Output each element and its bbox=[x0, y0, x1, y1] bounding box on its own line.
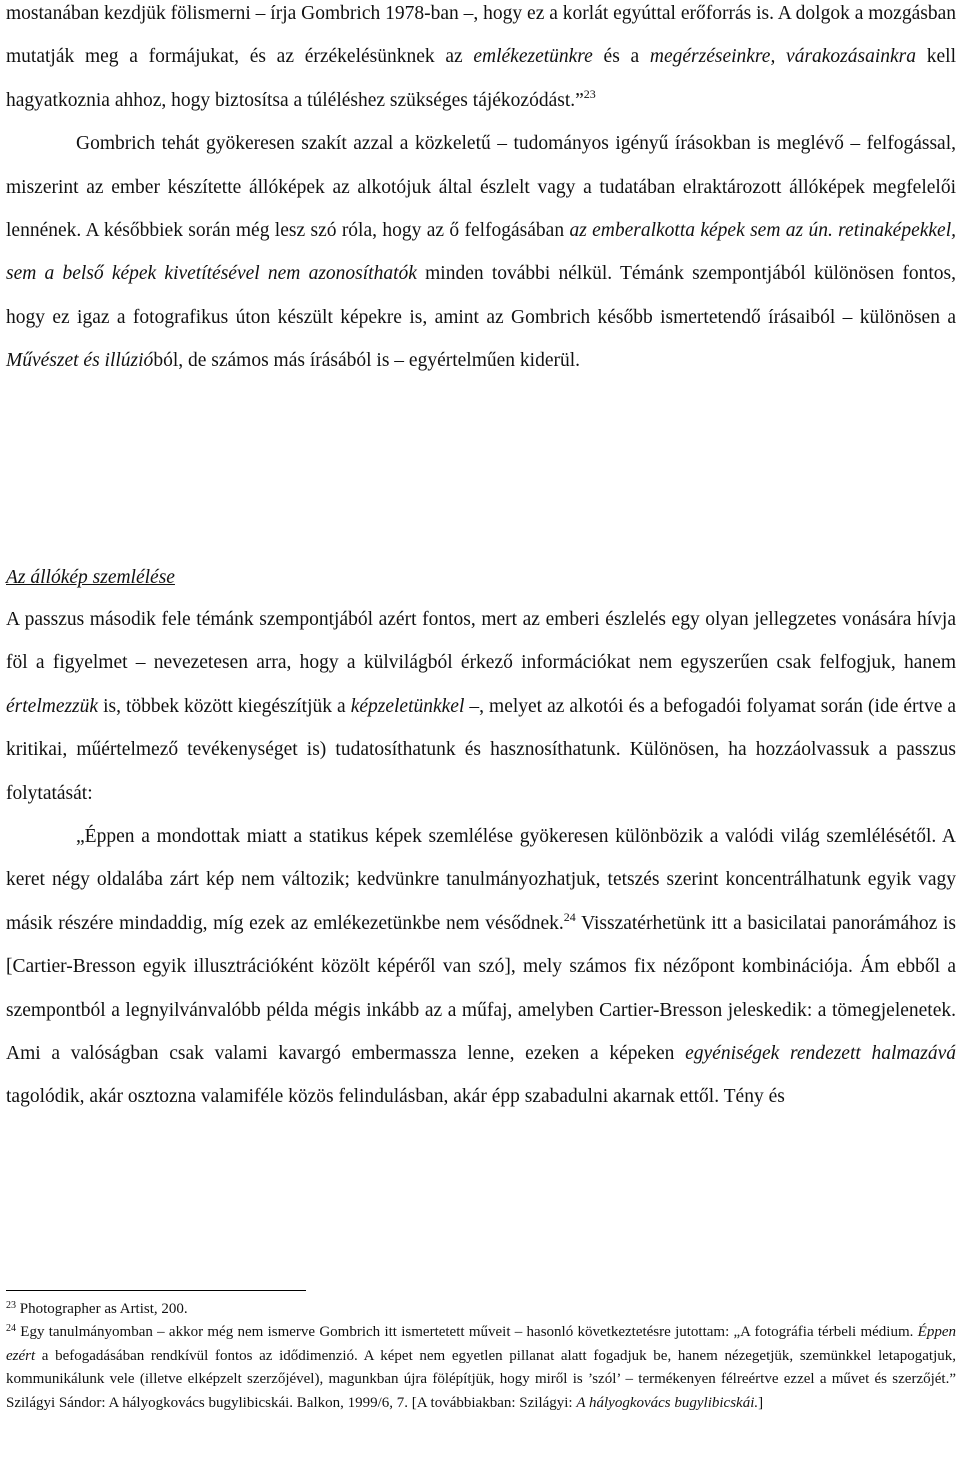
footnote-text: ] bbox=[758, 1394, 764, 1411]
footnote-separator bbox=[6, 1290, 306, 1291]
footnote-number: 24 bbox=[6, 1323, 16, 1335]
text-run: ból, de számos más írásából is – egyértelműen kiderül. bbox=[153, 350, 581, 372]
paragraph-1 bbox=[6, 0, 956, 122]
paragraph-2 bbox=[6, 122, 956, 382]
italic-run: értelmezzük bbox=[6, 695, 99, 717]
footnote-text: a befogadásában rendkívül fontos az idődimenzió. A képet nem egyetlen pillanat alatt fogadjuk be, hanem nézegetjük, szemünkkel letapogatjuk, kommunikálunk vele (illetve elképzelt szerzőjével), magunkban újra fölépítjük, hogy miről is ’szól’ – termékenyen félreértve ezzel a művet és szerzőjét.” Szilágyi Sándor: A hályogkovács bugylibicskái. Balkon, 1999/6, 7. [A továbbiakban: Szilágyi: bbox=[6, 1347, 956, 1411]
italic-run: Éppen ezért bbox=[6, 1324, 956, 1364]
section-heading: Az állókép szemlélése bbox=[6, 567, 175, 588]
footnote-number: 23 bbox=[6, 1300, 16, 1311]
text-run: is, többek között kiegészítjük a bbox=[98, 695, 351, 717]
italic-run: A hályogkovács bugylibicskái. bbox=[576, 1394, 759, 1411]
footnote-ref-23[interactable]: 23 bbox=[583, 86, 596, 101]
paragraph-3 bbox=[6, 598, 956, 815]
italic-run: megérzéseinkre, várakozásainkra bbox=[649, 46, 917, 68]
italic-run: egyéniségek rendezett halmazává bbox=[685, 1043, 957, 1065]
footnote-text: Photographer as Artist, 200. bbox=[16, 1301, 188, 1317]
body-text-bottom bbox=[6, 598, 956, 1119]
footnote-24 bbox=[6, 1321, 956, 1415]
italic-run: Művészet és illúzió bbox=[6, 350, 154, 372]
footnote-text: Egy tanulmányomban – akkor még nem ismerve Gombrich itt ismertetett műveit – hasonló következtetésre jutottam: „A fotográfia térbeli médium. bbox=[16, 1324, 918, 1341]
italic-run: képzeletünkkel bbox=[350, 695, 465, 717]
footnotes bbox=[6, 1298, 956, 1415]
italic-run: emlékezetünkre bbox=[473, 46, 593, 68]
italic-run: az emberalkotta képek sem az ún. retinaképekkel, sem a belső képek kivetítésével nem azonosíthatók bbox=[6, 220, 956, 285]
text-run: tagolódik, akár osztozna valamiféle közös felindulásban, akár épp szabadulni akarnak ettől. Tény és bbox=[6, 1086, 785, 1108]
text-run: A passzus második fele témánk szempontjából azért fontos, mert az emberi észlelés egy olyan jellegzetes vonására hívja föl a figyelmet – nevezetesen arra, hogy a külvilágból érkező információkat nem egyszerűen csak felfogjuk, hanem bbox=[6, 609, 956, 674]
footnote-23 bbox=[6, 1298, 956, 1321]
text-run: „Éppen a mondottak miatt a statikus képek szemlélése gyökeresen különbözik a valódi világ szemlélésétől. A keret négy oldalába zárt kép nem változik; kedvünkre tanulmányozhatjuk, tetszés szerint koncentrálhatunk egyik vagy másik részére mindaddig, míg ezek az emlékezetünkbe nem vésődnek. bbox=[6, 826, 956, 934]
text-run: kell hagyatkoznia ahhoz, hogy biztosítsa a túléléshez szükséges tájékozódást.” bbox=[6, 46, 956, 111]
body-text-top bbox=[6, 0, 956, 383]
text-run: minden további nélkül. Témánk szempontjából különösen fontos, hogy ez igaz a fotografikus úton készült képekre is, amint az Gombrich később ismertetendő írásaiból – különösen a bbox=[6, 263, 956, 328]
footnote-ref-24[interactable]: 24 bbox=[563, 909, 576, 924]
text-run: mostanában kezdjük fölismerni – írja Gombrich 1978-ban –, hogy ez a korlát egyúttal erőforrás is. A dolgok a mozgásban mutatják meg a formájukat, és az érzékelésünknek az bbox=[6, 3, 956, 68]
text-run: –, melyet az alkotói és a befogadói folyamat során (ide értve a kritikai, műértelmező tevékenységet is) tudatosíthatunk és hasznosíthatunk. Különösen, ha hozzáolvassuk a passzus folytatását: bbox=[6, 695, 957, 804]
text-run: Visszatérhetünk itt a basicilatai panorámához is [Cartier-Bresson egyik illusztrációként közölt képéről van szó], mely számos fix nézőpont kombinációja. Ám ebből a szempontból a legnyilvánvalóbb példa mégis inkább az a műfaj, amelyben Cartier-Bresson jeleskedik: a tömegjelenetek. Ami a valóságban csak valami kavargó embermassza lenne, ezeken a képeken bbox=[6, 912, 956, 1065]
block-quote bbox=[6, 815, 956, 1119]
text-run: és a bbox=[592, 46, 650, 68]
text-run: Gombrich tehát gyökeresen szakít azzal a közkeletű – tudományos igényű írásokban is meglévő – felfogással, miszerint az ember készítette állóképek az alkotójuk által észlelt vagy a tudatában elraktározott állóképek megfelelői lennének. A későbbiek során még lesz szó róla, hogy az ő felfogásában bbox=[6, 133, 956, 242]
